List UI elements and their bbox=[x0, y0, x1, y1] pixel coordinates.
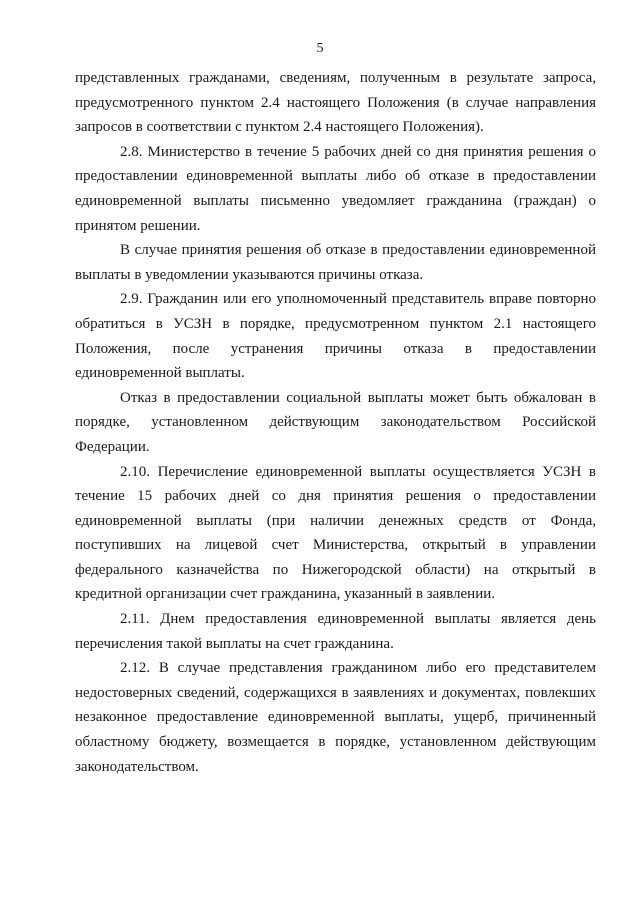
paragraph-2-8: 2.8. Министерство в течение 5 рабочих дней со дня принятия решения о предоставлении единовременной выплаты либо об отказе в предоставлении единовременной выплаты письменно уведомляет гражданина (граждан) о принятом решении. bbox=[75, 143, 596, 234]
paragraph-2-10: 2.10. Перечисление единовременной выплаты осуществляется УСЗН в течение 15 рабочих дней со дня принятия решения о предоставлении единовременной выплаты (при наличии денежных средств от Фонда, поступивших на лицевой счет Министерства, открытый в управлении федерального казначейства по Нижегородской области) на открытый в кредитной организации счет гражданина, указанный в заявлении. bbox=[75, 463, 596, 603]
paragraph-2-12: 2.12. В случае представления гражданином либо его представителем недостоверных сведений, содержащихся в заявлениях и документах, повлекших незаконное предоставление единовременной выплаты, ущерб, причиненный областному бюджету, возмещается в порядке, установленном действующим законодательством. bbox=[75, 660, 596, 775]
paragraph-refusal-reasons: В случае принятия решения об отказе в предоставлении единовременной выплаты в уведомлении указываются причины отказа. bbox=[75, 242, 596, 283]
paragraph-continuation: представленных гражданами, сведениям, полученным в результате запроса, предусмотренного пунктом 2.4 настоящего Положения (в случае направления запросов в соответствии с пунктом 2.4 настоящего Положения). bbox=[75, 70, 596, 136]
page-number: 5 bbox=[316, 41, 324, 56]
paragraph-2-9: 2.9. Гражданин или его уполномоченный представитель вправе повторно обратиться в УСЗН в порядке, предусмотренном пунктом 2.1 настоящего Положения, после устранения причины отказа в предоставлении единовременной выплаты. bbox=[75, 291, 596, 382]
paragraph-appeal: Отказ в предоставлении социальной выплаты может быть обжалован в порядке, установленном действующим законодательством Российской Федерации. bbox=[75, 389, 596, 455]
paragraph-2-11: 2.11. Днем предоставления единовременной выплаты является день перечисления такой выплаты на счет гражданина. bbox=[75, 611, 596, 652]
document-body bbox=[75, 66, 596, 779]
